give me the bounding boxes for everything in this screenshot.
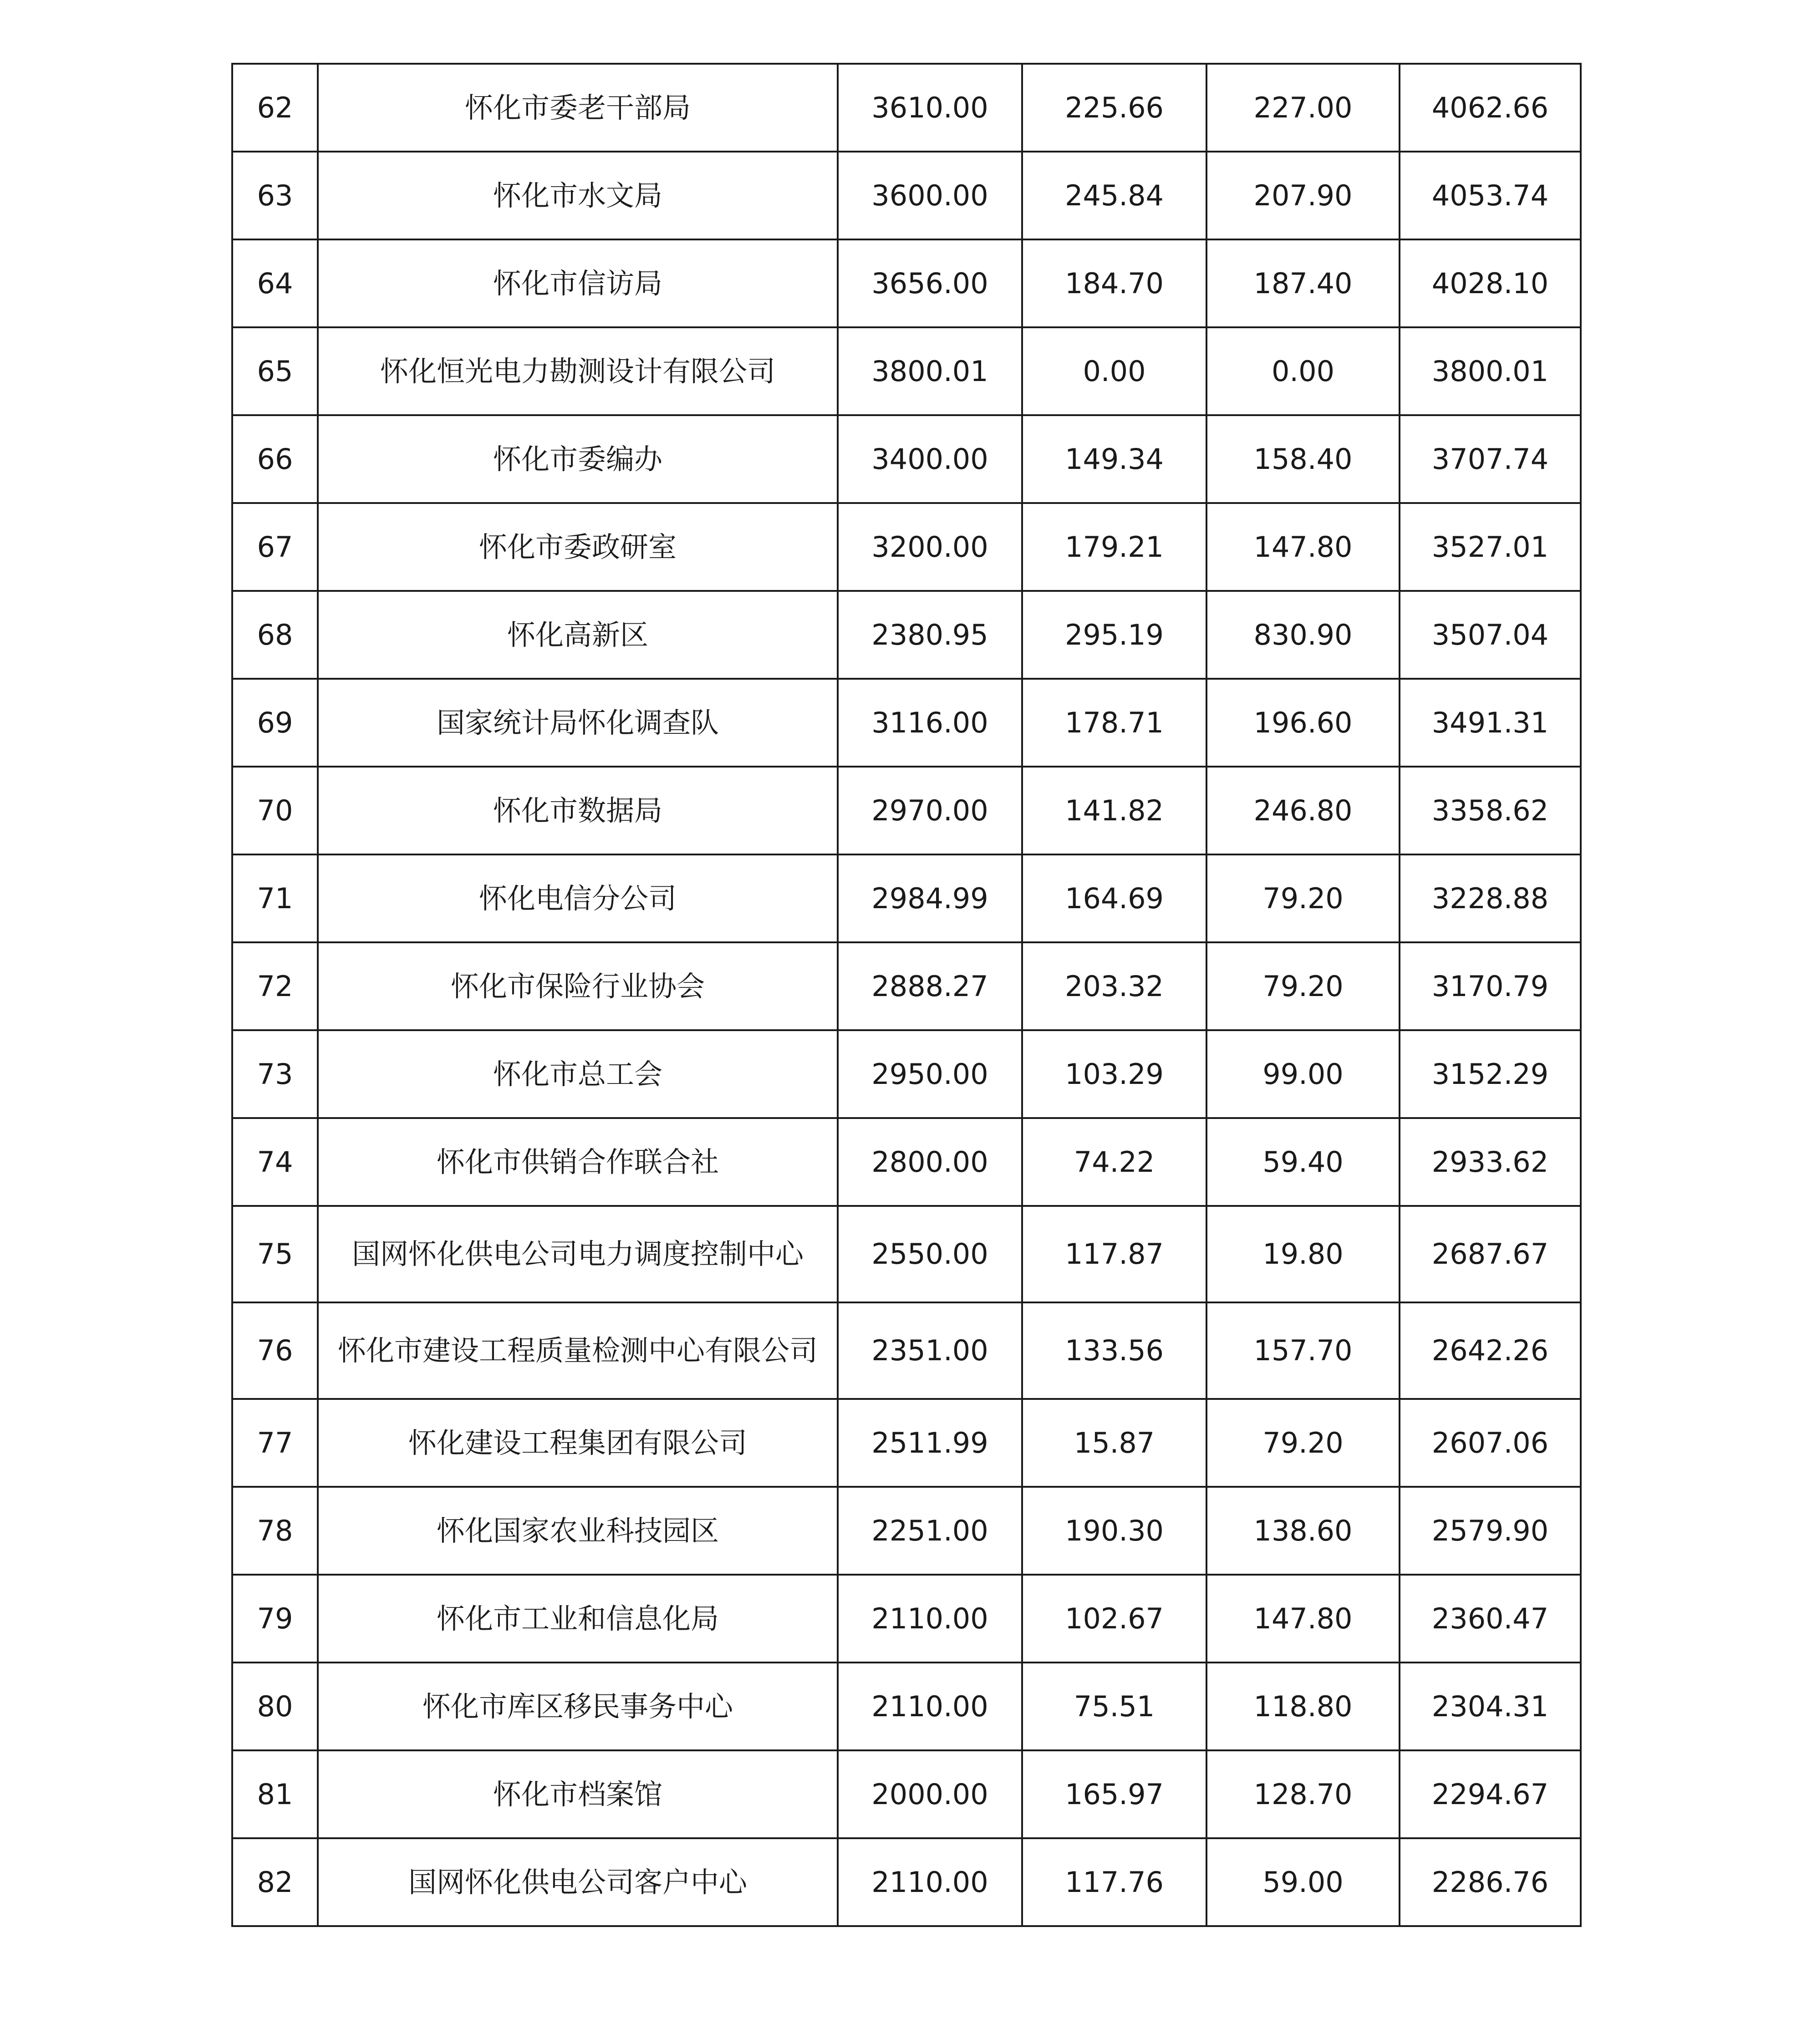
value-col-2: 149.34 — [1022, 415, 1206, 503]
value-col-1: 3610.00 — [838, 64, 1022, 152]
value-col-2: 295.19 — [1022, 591, 1206, 679]
value-col-1: 3656.00 — [838, 239, 1022, 327]
unit-name: 怀化市委政研室 — [318, 503, 838, 591]
total-value: 3707.74 — [1400, 415, 1581, 503]
value-col-2: 190.30 — [1022, 1487, 1206, 1575]
table-body — [232, 64, 1581, 1926]
total-value: 3358.62 — [1400, 767, 1581, 854]
table-row — [232, 64, 1581, 152]
unit-name: 怀化市总工会 — [318, 1030, 838, 1118]
value-col-2: 117.76 — [1022, 1838, 1206, 1926]
total-value: 2286.76 — [1400, 1838, 1581, 1926]
value-col-2: 178.71 — [1022, 679, 1206, 767]
row-number: 71 — [232, 854, 318, 942]
value-col-1: 2000.00 — [838, 1750, 1022, 1838]
value-col-2: 102.67 — [1022, 1575, 1206, 1663]
row-number: 81 — [232, 1750, 318, 1838]
total-value: 2687.67 — [1400, 1206, 1581, 1302]
value-col-2: 103.29 — [1022, 1030, 1206, 1118]
table-row — [232, 1399, 1581, 1487]
total-value: 3800.01 — [1400, 327, 1581, 415]
value-col-3: 79.20 — [1206, 854, 1400, 942]
value-col-1: 2110.00 — [838, 1575, 1022, 1663]
table-row — [232, 1838, 1581, 1926]
value-col-1: 2110.00 — [838, 1838, 1022, 1926]
value-col-3: 830.90 — [1206, 591, 1400, 679]
table-row — [232, 327, 1581, 415]
table-row — [232, 1663, 1581, 1750]
value-col-3: 196.60 — [1206, 679, 1400, 767]
row-number: 70 — [232, 767, 318, 854]
row-number: 74 — [232, 1118, 318, 1206]
value-col-2: 245.84 — [1022, 152, 1206, 239]
value-col-2: 165.97 — [1022, 1750, 1206, 1838]
value-col-3: 147.80 — [1206, 1575, 1400, 1663]
table-row — [232, 1030, 1581, 1118]
value-col-2: 74.22 — [1022, 1118, 1206, 1206]
value-col-2: 0.00 — [1022, 327, 1206, 415]
value-col-3: 0.00 — [1206, 327, 1400, 415]
total-value: 4028.10 — [1400, 239, 1581, 327]
value-col-1: 2800.00 — [838, 1118, 1022, 1206]
value-col-1: 3800.01 — [838, 327, 1022, 415]
table-row — [232, 503, 1581, 591]
value-col-3: 207.90 — [1206, 152, 1400, 239]
row-number: 82 — [232, 1838, 318, 1926]
unit-name: 国家统计局怀化调查队 — [318, 679, 838, 767]
table-row — [232, 1118, 1581, 1206]
unit-name: 怀化市工业和信息化局 — [318, 1575, 838, 1663]
total-value: 3527.01 — [1400, 503, 1581, 591]
total-value: 3228.88 — [1400, 854, 1581, 942]
value-col-1: 2251.00 — [838, 1487, 1022, 1575]
value-col-3: 158.40 — [1206, 415, 1400, 503]
total-value: 2642.26 — [1400, 1302, 1581, 1399]
table-row — [232, 854, 1581, 942]
total-value: 3491.31 — [1400, 679, 1581, 767]
value-col-1: 2511.99 — [838, 1399, 1022, 1487]
value-col-3: 227.00 — [1206, 64, 1400, 152]
unit-name: 怀化市水文局 — [318, 152, 838, 239]
row-number: 77 — [232, 1399, 318, 1487]
row-number: 78 — [232, 1487, 318, 1575]
total-value: 4062.66 — [1400, 64, 1581, 152]
value-col-2: 164.69 — [1022, 854, 1206, 942]
value-col-3: 99.00 — [1206, 1030, 1400, 1118]
value-col-3: 59.40 — [1206, 1118, 1400, 1206]
row-number: 75 — [232, 1206, 318, 1302]
value-col-1: 3200.00 — [838, 503, 1022, 591]
unit-name: 怀化国家农业科技园区 — [318, 1487, 838, 1575]
value-col-1: 2950.00 — [838, 1030, 1022, 1118]
unit-name: 怀化市供销合作联合社 — [318, 1118, 838, 1206]
value-col-2: 141.82 — [1022, 767, 1206, 854]
value-col-3: 19.80 — [1206, 1206, 1400, 1302]
unit-name: 怀化市信访局 — [318, 239, 838, 327]
total-value: 2304.31 — [1400, 1663, 1581, 1750]
value-col-3: 79.20 — [1206, 1399, 1400, 1487]
table-row — [232, 679, 1581, 767]
row-number: 64 — [232, 239, 318, 327]
value-col-2: 179.21 — [1022, 503, 1206, 591]
value-col-2: 184.70 — [1022, 239, 1206, 327]
row-number: 73 — [232, 1030, 318, 1118]
unit-name: 怀化建设工程集团有限公司 — [318, 1399, 838, 1487]
value-col-1: 2110.00 — [838, 1663, 1022, 1750]
value-col-1: 2970.00 — [838, 767, 1022, 854]
value-col-3: 128.70 — [1206, 1750, 1400, 1838]
unit-name: 怀化电信分公司 — [318, 854, 838, 942]
unit-name: 怀化高新区 — [318, 591, 838, 679]
unit-name: 怀化市委编办 — [318, 415, 838, 503]
value-col-1: 3600.00 — [838, 152, 1022, 239]
total-value: 2933.62 — [1400, 1118, 1581, 1206]
value-col-3: 79.20 — [1206, 942, 1400, 1030]
unit-name: 怀化市建设工程质量检测中心有限公司 — [318, 1302, 838, 1399]
total-value: 3170.79 — [1400, 942, 1581, 1030]
row-number: 63 — [232, 152, 318, 239]
value-col-2: 75.51 — [1022, 1663, 1206, 1750]
value-col-1: 2550.00 — [838, 1206, 1022, 1302]
total-value: 3507.04 — [1400, 591, 1581, 679]
row-number: 80 — [232, 1663, 318, 1750]
unit-name: 怀化恒光电力勘测设计有限公司 — [318, 327, 838, 415]
unit-name: 怀化市档案馆 — [318, 1750, 838, 1838]
ranking-table — [231, 63, 1582, 1927]
total-value: 2607.06 — [1400, 1399, 1581, 1487]
value-col-3: 187.40 — [1206, 239, 1400, 327]
table-row — [232, 591, 1581, 679]
row-number: 69 — [232, 679, 318, 767]
unit-name: 怀化市数据局 — [318, 767, 838, 854]
row-number: 65 — [232, 327, 318, 415]
value-col-3: 118.80 — [1206, 1663, 1400, 1750]
unit-name: 国网怀化供电公司客户中心 — [318, 1838, 838, 1926]
value-col-3: 157.70 — [1206, 1302, 1400, 1399]
table-row — [232, 1750, 1581, 1838]
row-number: 67 — [232, 503, 318, 591]
value-col-1: 2380.95 — [838, 591, 1022, 679]
unit-name: 怀化市委老干部局 — [318, 64, 838, 152]
total-value: 4053.74 — [1400, 152, 1581, 239]
value-col-3: 59.00 — [1206, 1838, 1400, 1926]
table-row — [232, 1487, 1581, 1575]
row-number: 76 — [232, 1302, 318, 1399]
unit-name: 国网怀化供电公司电力调度控制中心 — [318, 1206, 838, 1302]
value-col-1: 2984.99 — [838, 854, 1022, 942]
table-row — [232, 1206, 1581, 1302]
total-value: 2294.67 — [1400, 1750, 1581, 1838]
table-row — [232, 415, 1581, 503]
value-col-2: 15.87 — [1022, 1399, 1206, 1487]
value-col-1: 3400.00 — [838, 415, 1022, 503]
table-row — [232, 767, 1581, 854]
value-col-1: 2351.00 — [838, 1302, 1022, 1399]
value-col-1: 2888.27 — [838, 942, 1022, 1030]
table-row — [232, 1575, 1581, 1663]
value-col-2: 133.56 — [1022, 1302, 1206, 1399]
table-row — [232, 152, 1581, 239]
total-value: 2579.90 — [1400, 1487, 1581, 1575]
row-number: 68 — [232, 591, 318, 679]
value-col-3: 147.80 — [1206, 503, 1400, 591]
value-col-2: 117.87 — [1022, 1206, 1206, 1302]
row-number: 79 — [232, 1575, 318, 1663]
row-number: 66 — [232, 415, 318, 503]
table-row — [232, 942, 1581, 1030]
table-row — [232, 239, 1581, 327]
table-row — [232, 1302, 1581, 1399]
value-col-3: 138.60 — [1206, 1487, 1400, 1575]
total-value: 2360.47 — [1400, 1575, 1581, 1663]
total-value: 3152.29 — [1400, 1030, 1581, 1118]
row-number: 62 — [232, 64, 318, 152]
value-col-1: 3116.00 — [838, 679, 1022, 767]
value-col-2: 203.32 — [1022, 942, 1206, 1030]
row-number: 72 — [232, 942, 318, 1030]
unit-name: 怀化市库区移民事务中心 — [318, 1663, 838, 1750]
value-col-2: 225.66 — [1022, 64, 1206, 152]
unit-name: 怀化市保险行业协会 — [318, 942, 838, 1030]
value-col-3: 246.80 — [1206, 767, 1400, 854]
